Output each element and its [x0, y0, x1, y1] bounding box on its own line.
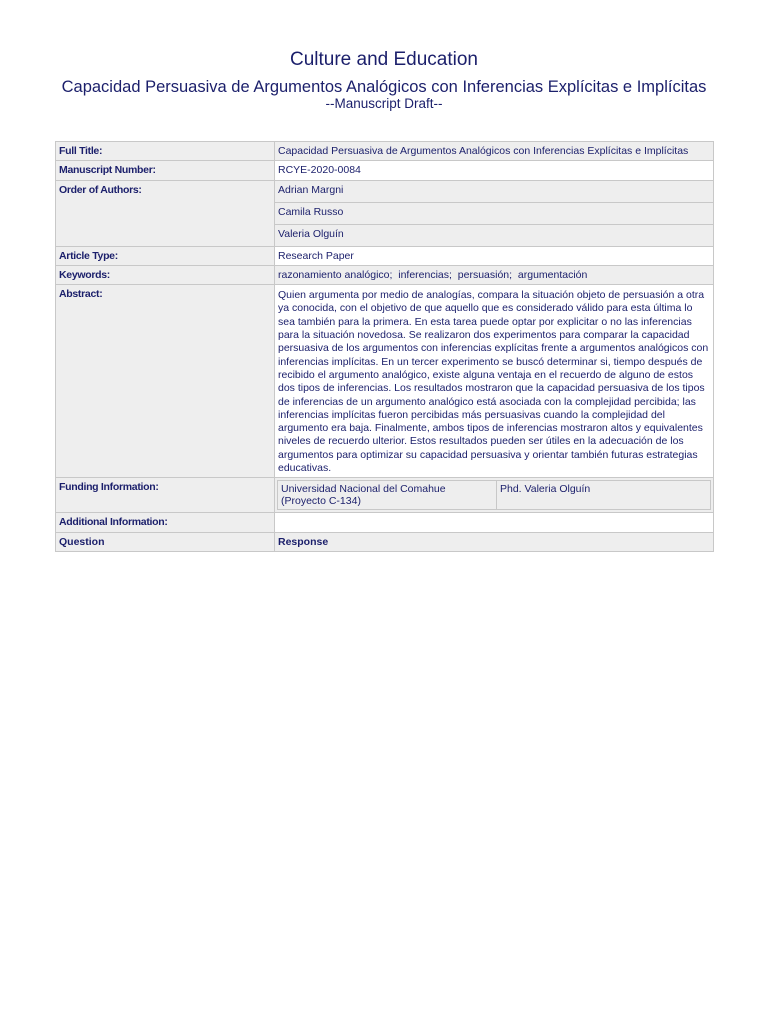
full-title-label: Full Title:: [56, 142, 275, 161]
funding-value: [275, 478, 714, 513]
author-2: Camila Russo: [275, 202, 714, 224]
funding-recipient: Phd. Valeria Olguín: [497, 481, 711, 510]
keywords-row: [56, 265, 714, 284]
additional-info-value: [275, 513, 714, 532]
question-header-row: [56, 532, 714, 551]
additional-info-label: Additional Information:: [56, 513, 275, 532]
question-column-header: Question: [56, 532, 275, 551]
draft-status: --Manuscript Draft--: [325, 96, 443, 111]
authors-row: [56, 180, 714, 202]
journal-name: Culture and Education: [289, 49, 478, 70]
article-type-value: Research Paper: [275, 246, 714, 265]
funding-table: [277, 480, 711, 510]
article-type-row: [56, 246, 714, 265]
author-3: Valeria Olguín: [275, 224, 714, 246]
manuscript-number-value: RCYE-2020-0084: [275, 161, 714, 180]
authors-label: Order of Authors:: [56, 180, 275, 246]
manuscript-number-label: Manuscript Number:: [56, 161, 275, 180]
full-title-row: [56, 142, 714, 161]
manuscript-number-row: [56, 161, 714, 180]
funder-name: Universidad Nacional del Comahue (Proyecto C-134): [278, 481, 497, 510]
funding-label: Funding Information:: [56, 478, 275, 513]
manuscript-info-table: [55, 141, 714, 552]
document-header: [40, 48, 728, 112]
keywords-label: Keywords:: [56, 265, 275, 284]
manuscript-title: Capacidad Persuasiva de Argumentos Analógicos con Inferencias Explícitas e Implícitas: [61, 78, 707, 96]
abstract-row: [56, 285, 714, 478]
abstract-value: Quien argumenta por medio de analogías, compara la situación objeto de persuasión a otra ya conocida, con el objetivo de que aquello que es considerado válido para esta última lo sea también para la primera. En esta tarea puede optar por explicitar o no las inferencias para la situación novedosa. Se realizaron dos experimentos para comparar la capacidad persuasiva de los argumentos con inferencias explícitas frente a argumentos analógicos con inferencias implícitas. En un tercer experimento se buscó determinar si, tiempo después de recibido el argumento analógico, existe alguna ventaja en el recuerdo de alguno de estos dos tipos de inferencias. Los resultados mostraron que la capacidad persuasiva de los tipos de inferencias de un argumento analógico está asociada con la complejidad percibida; las inferencias implícitas fueron percibidas más persuasivas cuando la complejidad del argumento era baja. Finalmente, ambos tipos de inferencias mostraron altos y equivalentes niveles de recuerdo ulterior. Estos resultados pueden ser útiles en la adecuación de los argumentos para optimizar su capacidad persuasiva y orientar también futuras estrategias educativas.: [275, 285, 714, 478]
full-title-value: Capacidad Persuasiva de Argumentos Analógicos con Inferencias Explícitas e Implícitas: [275, 142, 714, 161]
author-1: Adrian Margni: [275, 180, 714, 202]
abstract-label: Abstract:: [56, 285, 275, 478]
keywords-value: razonamiento analógico; inferencias; persuasión; argumentación: [275, 265, 714, 284]
article-type-label: Article Type:: [56, 246, 275, 265]
response-column-header: Response: [275, 532, 714, 551]
additional-info-row: [56, 513, 714, 532]
funding-row: [56, 478, 714, 513]
